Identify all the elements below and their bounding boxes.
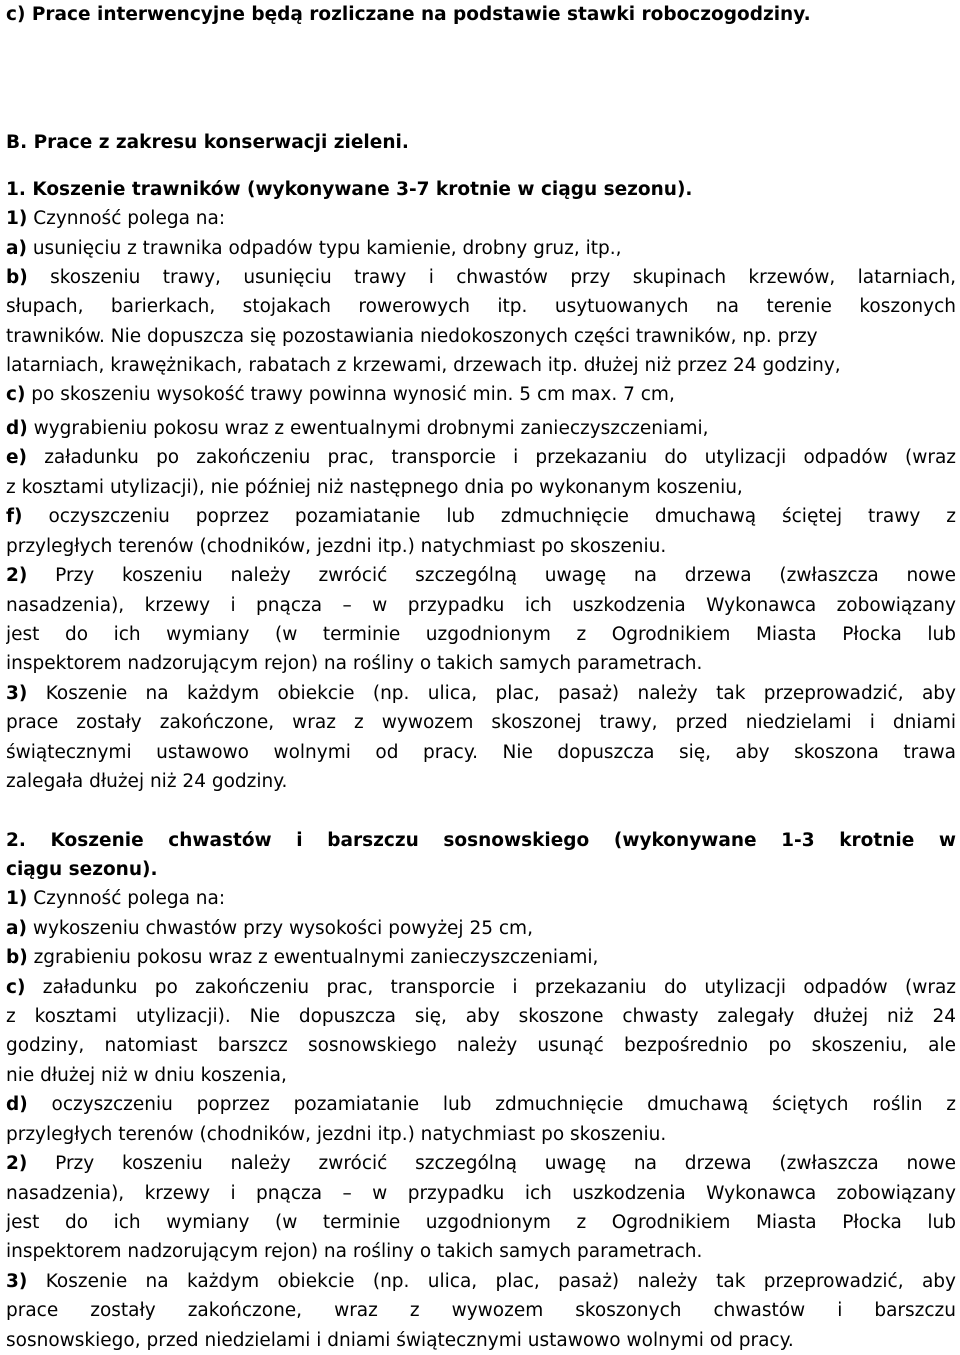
bold-text-segment: b) [6, 267, 28, 288]
text-line [6, 1061, 956, 1090]
text-line [6, 738, 956, 767]
text-segment: Koszenie na każdym obiekcie (np. ulica, plac, pasaż) należy tak przeprowadzić, aby [27, 683, 956, 704]
text-segment: nasadzenia), krzewy i pnącza – w przypadku ich uszkodzenia Wykonawca zobowiązany [6, 595, 956, 616]
text-segment: prace zostały zakończone, wraz z wywozem skoszonych chwastów i barszczu [6, 1300, 956, 1321]
text-segment: z kosztami utylizacji). Nie dopuszcza się, aby skoszone chwasty zalegały dłużej niż 24 [6, 1006, 956, 1027]
text-line [6, 263, 956, 292]
text-segment: wygrabieniu pokosu wraz z ewentualnymi drobnymi zanieczyszczeniami, [27, 418, 709, 439]
text-segment: wykoszeniu chwastów przy wysokości powyżej 25 cm, [26, 918, 533, 939]
text-line [6, 204, 956, 233]
text-line [6, 1326, 956, 1355]
text-line [6, 1120, 956, 1149]
text-segment: Koszenie na każdym obiekcie (np. ulica, plac, pasaż) należy tak przeprowadzić, aby [27, 1271, 956, 1292]
text-segment: z kosztami utylizacji), nie później niż następnego dnia po wykonanym koszeniu, [6, 477, 743, 498]
bold-text-segment: 2. Koszenie chwastów i barszczu sosnowskiego (wykonywane 1-3 krotnie w [6, 830, 956, 851]
text-line [6, 0, 956, 29]
text-segment: godziny, natomiast barszcz sosnowskiego należy usunąć bezpośrednio po skoszeniu, ale [6, 1035, 956, 1056]
text-segment: oczyszczeniu poprzez pozamiatanie lub zdmuchnięcie dmuchawą ściętych roślin z [27, 1094, 956, 1115]
bold-text-segment: d) [6, 418, 28, 439]
text-segment: świątecznymi ustawowo wolnymi od pracy. Nie dopuszcza się, aby skoszona trawa [6, 742, 956, 763]
text-line [6, 443, 956, 472]
text-line [6, 1002, 956, 1031]
text-line [6, 855, 956, 884]
text-line [6, 1179, 956, 1208]
text-line [6, 175, 956, 204]
text-segment: nasadzenia), krzewy i pnącza – w przypadku ich uszkodzenia Wykonawca zobowiązany [6, 1183, 956, 1204]
bold-text-segment: 3) [6, 1271, 28, 1292]
text-line [6, 767, 956, 796]
text-line [6, 1237, 956, 1266]
text-segment: załadunku po zakończeniu prac, transporcie i przekazaniu do utylizacji odpadów (wraz [27, 447, 956, 468]
bold-text-segment: c) [6, 977, 26, 998]
text-line [6, 351, 956, 380]
text-segment: oczyszczeniu poprzez pozamiatanie lub zdmuchnięcie dmuchawą ściętej trawy z [22, 506, 956, 527]
text-segment: nie dłużej niż w dniu koszenia, [6, 1065, 287, 1086]
bold-text-segment: 2) [6, 565, 28, 586]
bold-text-segment: 1. Koszenie trawników (wykonywane 3-7 krotnie w ciągu sezonu). [6, 179, 693, 200]
text-line [6, 1149, 956, 1178]
bold-text-segment: e) [6, 447, 28, 468]
text-segment: skoszeniu trawy, usunięciu trawy i chwastów przy skupinach krzewów, latarniach, [27, 267, 956, 288]
text-line [6, 1296, 956, 1325]
bold-text-segment: b) [6, 947, 28, 968]
bold-text-segment: 1) [6, 888, 28, 909]
text-line [6, 414, 956, 443]
text-line [6, 561, 956, 590]
text-line [6, 1031, 956, 1060]
text-line [6, 973, 956, 1002]
text-segment: prace zostały zakończone, wraz z wywozem skoszonej trawy, przed niedzielami i dniami [6, 712, 956, 733]
bold-text-segment: 2) [6, 1153, 28, 1174]
text-line [6, 292, 956, 321]
text-line [6, 380, 956, 409]
text-segment: Czynność polega na: [27, 208, 226, 229]
text-segment: inspektorem nadzorującym rejon) na rośliny o takich samych parametrach. [6, 1241, 703, 1262]
text-line [6, 649, 956, 678]
text-line [6, 679, 956, 708]
text-segment: sosnowskiego, przed niedzielami i dniami świątecznymi ustawowo wolnymi od pracy. [6, 1330, 794, 1351]
text-line [6, 826, 956, 855]
bold-text-segment: f) [6, 506, 23, 527]
bold-text-segment: c) [6, 384, 26, 405]
text-segment: usunięciu z trawnika odpadów typu kamienie, drobny gruz, itp., [26, 238, 622, 259]
text-segment: przyległych terenów (chodników, jezdni itp.) natychmiast po skoszeniu. [6, 1124, 667, 1145]
text-line [6, 532, 956, 561]
text-line [6, 322, 956, 351]
text-line [6, 943, 956, 972]
text-line [6, 591, 956, 620]
bold-text-segment: a) [6, 238, 27, 259]
text-line [6, 128, 956, 157]
text-line [6, 1267, 956, 1296]
text-segment: trawników. Nie dopuszcza się pozostawiania niedokoszonych części trawników, np. przy [6, 326, 818, 347]
bold-text-segment: 3) [6, 683, 28, 704]
text-segment: Przy koszeniu należy zwrócić szczególną uwagę na drzewa (zwłaszcza nowe [27, 565, 956, 586]
text-segment: Czynność polega na: [27, 888, 226, 909]
text-line [6, 234, 956, 263]
text-line [6, 502, 956, 531]
text-segment: po skoszeniu wysokość trawy powinna wynosić min. 5 cm max. 7 cm, [25, 384, 675, 405]
text-line [6, 1090, 956, 1119]
text-line [6, 914, 956, 943]
bold-text-segment: d) [6, 1094, 28, 1115]
text-line [6, 620, 956, 649]
text-line [6, 1208, 956, 1237]
text-segment: słupach, barierkach, stojakach rowerowych itp. usytuowanych na terenie koszonych [6, 296, 956, 317]
text-segment: jest do ich wymiany (w terminie uzgodnionym z Ogrodnikiem Miasta Płocka lub [6, 624, 956, 645]
text-line [6, 708, 956, 737]
bold-text-segment: B. Prace z zakresu konserwacji zieleni. [6, 132, 409, 153]
text-segment: latarniach, krawężnikach, rabatach z krzewami, drzewach itp. dłużej niż przez 24 godziny, [6, 355, 841, 376]
text-line [6, 884, 956, 913]
bold-text-segment: ciągu sezonu). [6, 859, 158, 880]
text-segment: inspektorem nadzorującym rejon) na rośliny o takich samych parametrach. [6, 653, 703, 674]
text-segment: jest do ich wymiany (w terminie uzgodnionym z Ogrodnikiem Miasta Płocka lub [6, 1212, 956, 1233]
bold-text-segment: c) Prace interwencyjne będą rozliczane na podstawie stawki roboczogodziny. [6, 4, 811, 25]
text-segment: Przy koszeniu należy zwrócić szczególną uwagę na drzewa (zwłaszcza nowe [27, 1153, 956, 1174]
text-segment: przyległych terenów (chodników, jezdni itp.) natychmiast po skoszeniu. [6, 536, 667, 557]
text-line [6, 473, 956, 502]
bold-text-segment: a) [6, 918, 27, 939]
text-segment: zgrabieniu pokosu wraz z ewentualnymi zanieczyszczeniami, [27, 947, 599, 968]
bold-text-segment: 1) [6, 208, 28, 229]
text-segment: załadunku po zakończeniu prac, transporcie i przekazaniu do utylizacji odpadów (wraz [25, 977, 956, 998]
text-segment: zalegała dłużej niż 24 godziny. [6, 771, 288, 792]
